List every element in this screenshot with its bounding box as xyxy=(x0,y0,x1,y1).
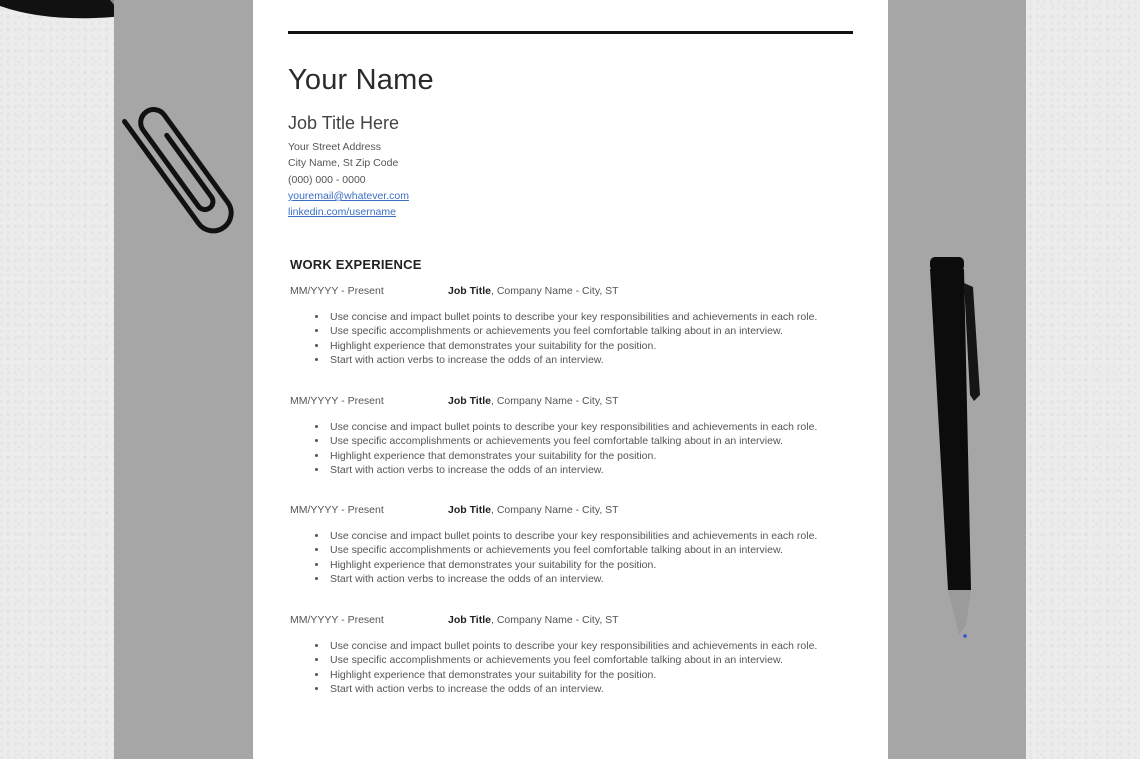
bullet-item: • Use specific accomplishments or achievements you feel comfortable talking about in an interview. xyxy=(328,543,832,557)
entry-dates: MM/YYYY - Present xyxy=(290,285,384,297)
entry-job-title: Job Title xyxy=(448,504,491,516)
bullet-item: • Use specific accomplishments or achievements you feel comfortable talking about in an interview. xyxy=(328,434,832,448)
resume-page xyxy=(253,0,888,759)
bullet-item: • Highlight experience that demonstrates your suitability for the position. xyxy=(328,668,832,682)
entry-bullets xyxy=(290,639,850,696)
paperclip-icon xyxy=(112,85,252,255)
contact-city: City Name, St Zip Code xyxy=(288,157,399,170)
entry-company: , Company Name - City, ST xyxy=(490,504,619,516)
experience-entry xyxy=(290,504,850,586)
entry-company: , Company Name - City, ST xyxy=(490,285,619,297)
entry-header xyxy=(290,504,850,518)
contact-street: Your Street Address xyxy=(288,141,382,153)
bullet-item: • Use specific accomplishments or achievements you feel comfortable talking about in an interview. xyxy=(328,324,832,338)
header-rule xyxy=(288,31,853,34)
entry-company: , Company Name - City, ST xyxy=(490,614,619,626)
bullet-item: • Highlight experience that demonstrates your suitability for the position. xyxy=(328,449,832,463)
bullet-item: • Start with action verbs to increase the odds of an interview. xyxy=(328,353,832,367)
bullet-item: • Start with action verbs to increase the odds of an interview. xyxy=(328,463,832,477)
entry-bullets xyxy=(290,420,850,477)
entry-role xyxy=(448,395,619,407)
entry-dates: MM/YYYY - Present xyxy=(290,614,384,626)
contact-linkedin-link[interactable]: linkedin.com/username xyxy=(288,206,396,219)
contact-email-link[interactable]: youremail@whatever.com xyxy=(288,189,409,202)
pen-icon xyxy=(926,255,986,645)
experience-entry xyxy=(290,395,850,477)
entry-job-title: Job Title xyxy=(448,614,491,626)
bullet-item: • Use concise and impact bullet points to describe your key responsibilities and achievements in each role. xyxy=(328,639,832,653)
entry-role xyxy=(448,285,619,297)
bullet-item: • Highlight experience that demonstrates your suitability for the position. xyxy=(328,558,832,572)
contact-phone: (000) 000 - 0000 xyxy=(288,173,366,186)
bullet-item: • Use concise and impact bullet points to describe your key responsibilities and achievements in each role. xyxy=(328,310,832,324)
work-experience-heading: WORK EXPERIENCE xyxy=(290,257,422,272)
entry-company: , Company Name - City, ST xyxy=(490,395,619,407)
experience-entry xyxy=(290,285,850,367)
experience-entry xyxy=(290,614,850,696)
contact-block xyxy=(288,139,409,220)
bullet-item: • Use concise and impact bullet points to describe your key responsibilities and achievements in each role. xyxy=(328,420,832,434)
bullet-item: • Highlight experience that demonstrates your suitability for the position. xyxy=(328,339,832,353)
bullet-item: • Use concise and impact bullet points to describe your key responsibilities and achievements in each role. xyxy=(328,529,832,543)
bullet-item: • Use specific accomplishments or achievements you feel comfortable talking about in an interview. xyxy=(328,653,832,667)
bullet-item: • Start with action verbs to increase the odds of an interview. xyxy=(328,572,832,586)
entry-header xyxy=(290,614,850,628)
entry-dates: MM/YYYY - Present xyxy=(290,395,384,407)
resume-job-title: Job Title Here xyxy=(288,113,400,133)
bullet-item: • Start with action verbs to increase the odds of an interview. xyxy=(328,682,832,696)
entry-header xyxy=(290,395,850,409)
entry-role xyxy=(448,614,619,626)
resume-name: Your Name xyxy=(288,64,434,96)
entry-job-title: Job Title xyxy=(448,395,491,407)
entry-dates: MM/YYYY - Present xyxy=(290,504,384,516)
entry-role xyxy=(448,504,619,516)
entry-bullets xyxy=(290,310,850,367)
entry-bullets xyxy=(290,529,850,586)
entry-job-title: Job Title xyxy=(448,285,491,297)
entry-header xyxy=(290,285,850,299)
